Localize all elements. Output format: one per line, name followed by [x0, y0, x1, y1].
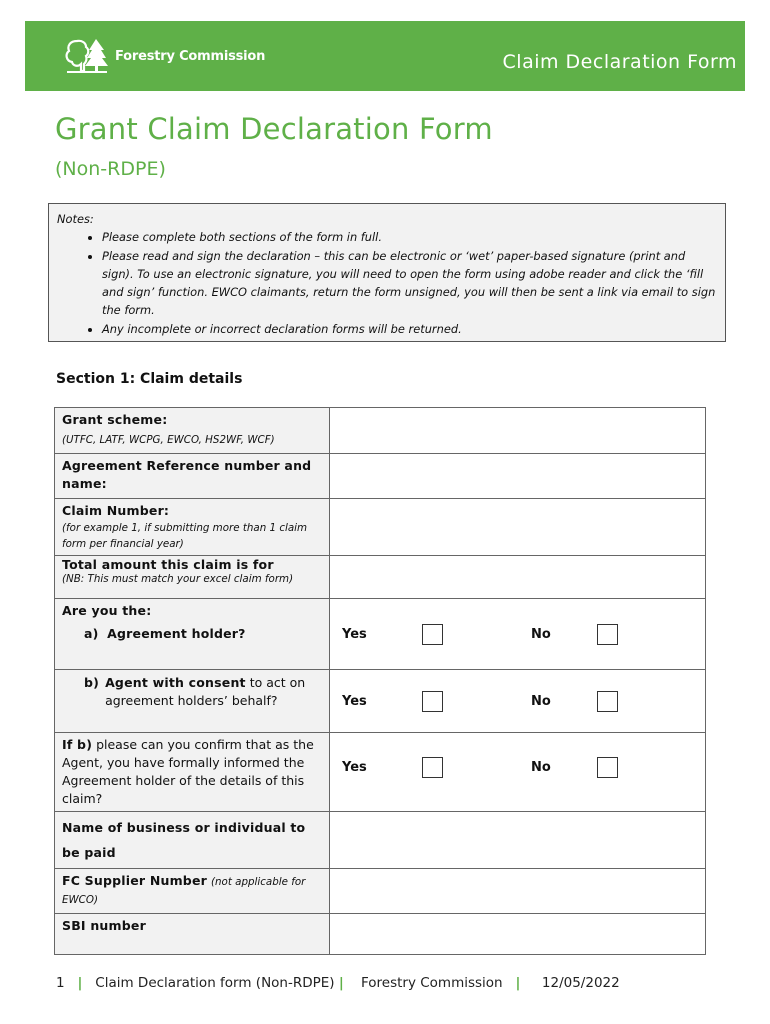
are-you-label: Are you the:	[62, 603, 152, 618]
total-amount-label-cell	[55, 556, 330, 599]
sbi-label: SBI number	[62, 918, 146, 933]
agreement-ref-field[interactable]	[330, 454, 706, 499]
no-label: No	[531, 626, 551, 642]
confirm-label-cell	[55, 733, 330, 812]
footer-separator: |	[77, 975, 83, 991]
note-item: • Any incomplete or incorrect declaration forms will be returned.	[102, 320, 717, 338]
confirm-bold: If b)	[62, 737, 93, 752]
table-row	[55, 599, 706, 670]
table-row	[55, 499, 706, 556]
table-row	[55, 869, 706, 914]
claim-number-field[interactable]	[330, 499, 706, 556]
agreement-holder-yes-checkbox[interactable]	[422, 624, 443, 645]
notes-heading: Notes:	[57, 212, 94, 226]
option-b-prefix: b)	[84, 675, 100, 690]
confirm-rest: please can you confirm that as the Agent, you have formally informed the Agreement holder of the details of this claim?	[62, 737, 314, 806]
footer-page-number: 1	[56, 975, 65, 991]
option-b-bold: Agent with consent	[105, 675, 246, 690]
agreement-ref-label-cell	[55, 454, 330, 499]
business-name-label: Name of business or individual to be paid	[62, 820, 306, 860]
grant-scheme-label-cell	[55, 408, 330, 454]
agent-answer	[330, 670, 706, 733]
banner-form-title: Claim Declaration Form	[502, 51, 737, 73]
business-name-field[interactable]	[330, 812, 706, 869]
total-amount-label: Total amount this claim is for	[62, 557, 274, 572]
header-banner	[25, 21, 745, 91]
yes-label: Yes	[342, 626, 367, 642]
claim-number-label-cell	[55, 499, 330, 556]
fc-supplier-hint: (not applicable for EWCO)	[62, 876, 306, 906]
grant-scheme-label: Grant scheme:	[62, 412, 168, 427]
yes-label: Yes	[342, 693, 367, 709]
note-item: • Please complete both sections of the form in full.	[102, 228, 717, 246]
agent-label-cell	[55, 670, 330, 733]
table-row	[55, 670, 706, 733]
business-name-label-cell	[55, 812, 330, 869]
notes-list	[57, 228, 717, 338]
confirm-label	[62, 736, 322, 808]
claim-number-hint: (for example 1, if submitting more than 1 claim form per financial year)	[62, 522, 308, 550]
no-label: No	[531, 759, 551, 775]
section-1-heading: Section 1: Claim details	[56, 371, 243, 387]
page-footer	[56, 975, 620, 991]
claim-details-table	[54, 407, 706, 955]
agent-yes-checkbox[interactable]	[422, 691, 443, 712]
total-amount-hint: (NB: This must match your excel claim form)	[62, 573, 294, 585]
org-name: Forestry Commission	[115, 48, 266, 64]
agreement-holder-answer	[330, 599, 706, 670]
agent-no-checkbox[interactable]	[597, 691, 618, 712]
option-a-label	[62, 626, 322, 641]
footer-separator: |	[515, 975, 521, 991]
grant-scheme-field[interactable]	[330, 408, 706, 454]
total-amount-field[interactable]	[330, 556, 706, 599]
fc-supplier-field[interactable]	[330, 869, 706, 914]
fc-supplier-label-cell	[55, 869, 330, 914]
tree-logo-icon	[65, 37, 109, 75]
confirm-yes-checkbox[interactable]	[422, 757, 443, 778]
claim-number-label: Claim Number:	[62, 503, 170, 518]
agreement-ref-label: Agreement Reference number and name:	[62, 458, 312, 491]
confirm-no-checkbox[interactable]	[597, 757, 618, 778]
fc-supplier-label-wrap	[62, 872, 322, 908]
table-row	[55, 812, 706, 869]
option-a-prefix: a)	[84, 626, 99, 641]
footer-doc-name: Claim Declaration form (Non-RDPE)	[95, 975, 335, 991]
footer-date: 12/05/2022	[541, 975, 620, 991]
grant-scheme-hint: (UTFC, LATF, WCPG, EWCO, HS2WF, WCF)	[62, 434, 275, 446]
sbi-field[interactable]	[330, 914, 706, 955]
confirm-answer	[330, 733, 706, 812]
note-item: • Please read and sign the declaration – this can be electronic or ‘wet’ paper-based signature (print and sign). To use an electronic signature, you will need to open the form using adobe reader and click the ‘fill and sign’ function. EWCO claimants, return the form unsigned, you will then be sent a link via email to sign the form.	[102, 247, 717, 320]
fc-supplier-label: FC Supplier Number	[62, 873, 208, 888]
sbi-label-cell	[55, 914, 330, 955]
yes-label: Yes	[342, 759, 367, 775]
footer-org: Forestry Commission	[360, 975, 503, 991]
agreement-holder-label-cell	[55, 599, 330, 670]
no-label: No	[531, 693, 551, 709]
table-row	[55, 733, 706, 812]
option-a-text: Agreement holder?	[107, 626, 246, 641]
footer-separator: |	[338, 975, 344, 991]
agreement-holder-no-checkbox[interactable]	[597, 624, 618, 645]
table-row	[55, 454, 706, 499]
page-title: Grant Claim Declaration Form	[55, 112, 493, 146]
forestry-commission-logo	[65, 35, 265, 77]
table-row	[55, 914, 706, 955]
notes-box	[48, 203, 726, 342]
table-row	[55, 408, 706, 454]
table-row	[55, 556, 706, 599]
option-b-label	[62, 674, 322, 710]
option-b-rest: to act on agreement holders’ behalf?	[105, 675, 306, 708]
page-subtitle: (Non-RDPE)	[55, 158, 166, 180]
